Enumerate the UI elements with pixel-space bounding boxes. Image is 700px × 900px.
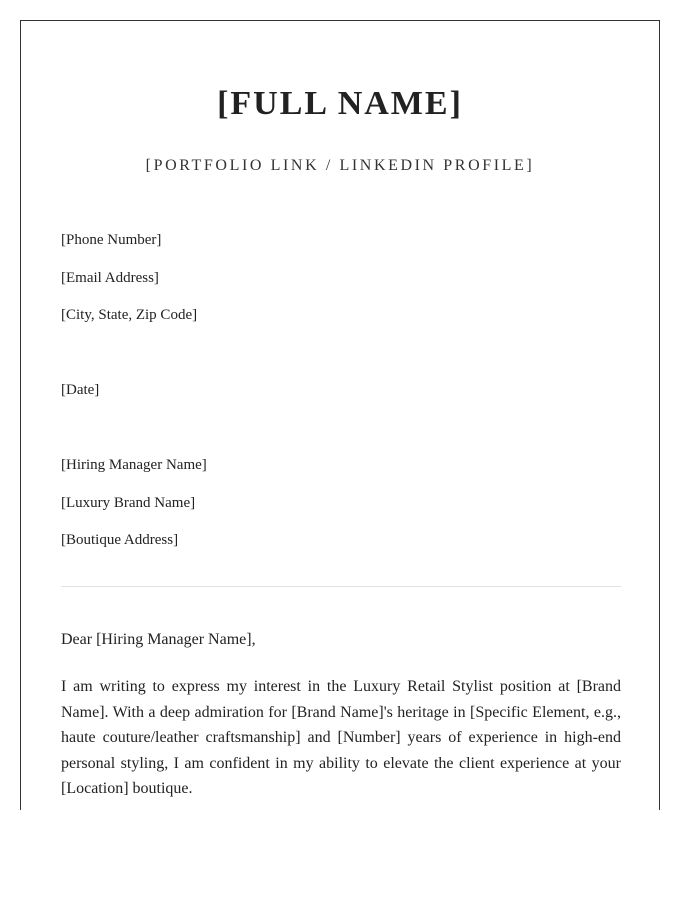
luxury-brand-name: [Luxury Brand Name] [61,494,196,511]
salutation: Dear [Hiring Manager Name], [61,631,256,648]
letter-date: [Date] [61,382,100,398]
body-paragraph: I am writing to express my interest in the Luxury Retail Stylist position at [Brand Name]. With a deep admiration for [Brand Name]'s heritage in [Specific Element, e.g., haute couture/leather craftsmanship] and [Number] years of experience in high-end personal styling, I am confident in my ability to elevate the client experience at your [Location] boutique. [61,678,621,798]
phone-number: [Phone Number] [61,232,162,248]
contact-block [61,231,197,344]
applicant-name: [FULL NAME] [217,85,463,122]
portfolio-link: [PORTFOLIO LINK / LINKEDIN PROFILE] [145,157,535,174]
letter-page [20,20,660,810]
section-divider [61,586,621,587]
email-address: [Email Address] [61,269,159,286]
hiring-manager-name: [Hiring Manager Name] [61,457,207,473]
recipient-block [61,456,207,569]
date-block [61,381,99,419]
boutique-address: [Boutique Address] [61,532,179,548]
city-state-zip: [City, State, Zip Code] [61,307,198,323]
